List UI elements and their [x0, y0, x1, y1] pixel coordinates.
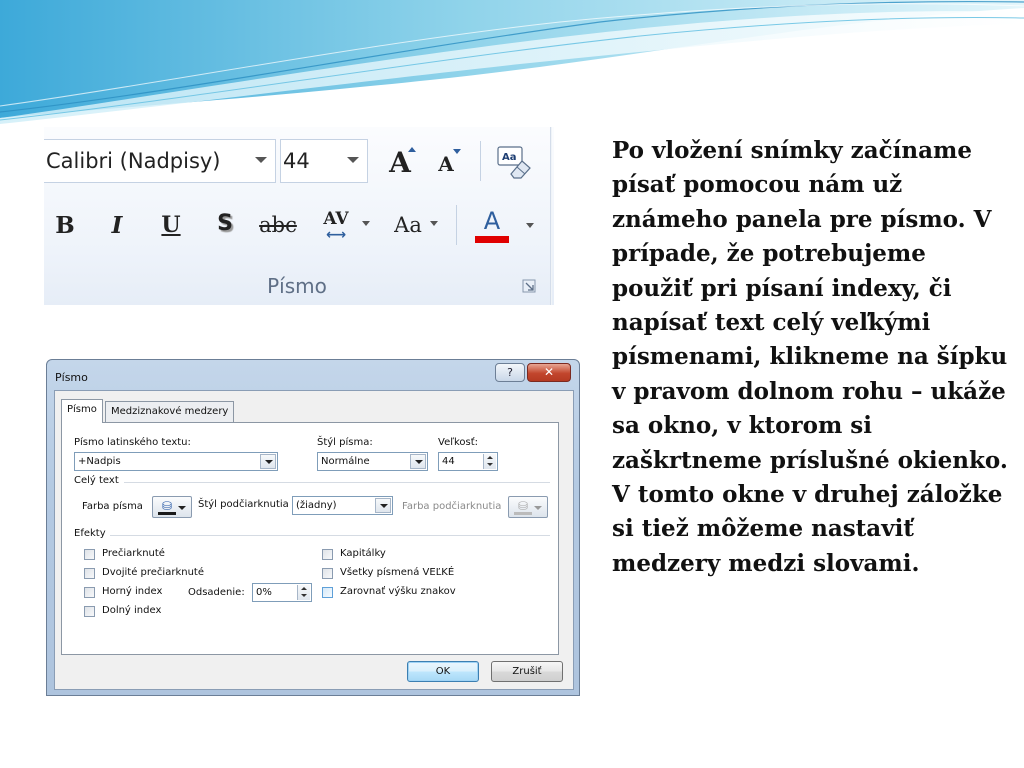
- slide-body-text: [612, 134, 1012, 581]
- italic-button[interactable]: [102, 207, 132, 243]
- strikethrough-button[interactable]: [256, 207, 300, 243]
- paint-bucket-icon: ⛁: [514, 499, 532, 515]
- ribbon-font-group: [44, 127, 554, 305]
- font-color-icon: A: [483, 207, 501, 235]
- ok-button[interactable]: OK: [407, 661, 479, 682]
- group-divider: [110, 535, 550, 536]
- dropdown-arrow-icon: [410, 454, 426, 469]
- dropdown-arrow-icon[interactable]: [526, 223, 534, 228]
- dialog-body: [54, 390, 574, 690]
- double-strikethrough-label: Dvojité prečiarknuté: [102, 567, 204, 578]
- close-button[interactable]: ✕: [527, 363, 571, 382]
- font-dialog: [46, 359, 580, 696]
- svg-text:Aa: Aa: [502, 152, 517, 163]
- small-caps-label: Kapitálky: [340, 548, 386, 559]
- underline-style-value: (žiadny): [296, 500, 337, 511]
- underline-style-label: Štýl podčiarknutia: [198, 499, 289, 510]
- subscript-checkbox[interactable]: [84, 606, 95, 617]
- offset-value: 0%: [256, 587, 272, 598]
- font-size-field-value: 44: [442, 456, 455, 467]
- character-spacing-button[interactable]: [312, 203, 360, 247]
- dialog-launcher-icon[interactable]: [522, 279, 536, 293]
- font-color-button[interactable]: [474, 205, 510, 245]
- font-color-swatch: [475, 236, 509, 243]
- spinner-arrows-icon: [297, 585, 310, 600]
- underline-icon: U: [161, 212, 181, 238]
- ribbon-divider: [456, 205, 457, 245]
- change-case-button[interactable]: [386, 207, 430, 243]
- spinner-arrows-icon: [483, 454, 496, 469]
- text-shadow-button[interactable]: [210, 205, 240, 241]
- font-size-combo[interactable]: [280, 139, 368, 183]
- clear-formatting-icon: [495, 144, 533, 180]
- help-button[interactable]: ?: [495, 363, 525, 382]
- ribbon-edge: [550, 127, 552, 305]
- font-size-label: Veľkosť:: [438, 437, 479, 448]
- body-paragraph-1: Po vložení snímky začíname písať pomocou nám už známeho panela pre písmo. V prípade, že potrebujeme použiť pri písaní indexy, či napísať text celý veľkými písmenami, klikneme na šípku v pravom dolnom rohu – ukáže sa okno, v ktorom si zaškrtneme príslušné okienko.: [612, 137, 1008, 474]
- cancel-button[interactable]: Zrušiť: [491, 661, 563, 682]
- shrink-font-icon: A: [438, 152, 454, 176]
- dropdown-arrow-icon: [178, 506, 186, 510]
- all-text-group-label: Celý text: [74, 475, 119, 486]
- underline-color-label: Farba podčiarknutia: [402, 501, 502, 512]
- italic-icon: I: [111, 211, 123, 239]
- strikethrough-checkbox[interactable]: [84, 549, 95, 560]
- font-size-spinner[interactable]: [438, 452, 498, 471]
- header-wave-decoration: [0, 0, 1024, 125]
- dropdown-arrow-icon: [255, 157, 267, 163]
- font-name-value: Calibri (Nadpisy): [46, 149, 221, 173]
- double-arrow-icon: ⟷: [325, 227, 347, 243]
- underline-style-combo[interactable]: [292, 496, 393, 515]
- latin-font-combo[interactable]: [74, 452, 278, 471]
- font-style-label: Štýl písma:: [317, 437, 373, 448]
- shadow-icon: S: [217, 210, 233, 236]
- clear-formatting-button[interactable]: [492, 141, 536, 183]
- body-paragraph-2: V tomto okne v druhej záložke si tiež môžeme nastaviť medzery medzi slovami.: [612, 481, 1003, 577]
- all-caps-label: Všetky písmená VEĽKÉ: [340, 567, 455, 578]
- grow-font-icon: A: [389, 145, 411, 179]
- bold-icon: B: [55, 211, 75, 239]
- underline-color-picker: [508, 496, 548, 518]
- font-color-label: Farba písma: [82, 501, 143, 512]
- shrink-font-button[interactable]: [426, 145, 466, 183]
- tab-panel-font: [61, 422, 559, 655]
- dropdown-arrow-icon: [375, 498, 391, 513]
- change-case-icon: Aa: [394, 213, 422, 237]
- dialog-title: Písmo: [55, 371, 88, 384]
- strikethrough-label: Prečiarknuté: [102, 548, 165, 559]
- offset-spinner[interactable]: [252, 583, 312, 602]
- tab-font[interactable]: Písmo: [61, 399, 103, 423]
- ribbon-group-label: Písmo: [267, 274, 327, 298]
- dropdown-arrow-icon: [347, 157, 359, 163]
- paint-bucket-icon: ⛁: [158, 499, 176, 515]
- dropdown-arrow-icon: [260, 454, 276, 469]
- effects-group-label: Efekty: [74, 528, 106, 539]
- superscript-label: Horný index: [102, 586, 163, 597]
- character-spacing-icon: AV: [323, 209, 349, 229]
- underline-button[interactable]: [156, 207, 186, 243]
- ribbon-divider: [480, 141, 481, 181]
- font-name-combo[interactable]: [44, 139, 276, 183]
- equalize-height-label: Zarovnať výšku znakov: [340, 586, 456, 597]
- latin-font-label: Písmo latinského textu:: [74, 437, 191, 448]
- latin-font-value: +Nadpis: [78, 456, 121, 467]
- font-size-value: 44: [283, 149, 310, 173]
- strikethrough-icon: abc: [259, 213, 297, 237]
- font-color-picker[interactable]: [152, 496, 192, 518]
- offset-label: Odsadenie:: [188, 587, 245, 598]
- grow-font-button[interactable]: [378, 141, 422, 183]
- dropdown-arrow-icon: [534, 506, 542, 510]
- superscript-checkbox[interactable]: [84, 587, 95, 598]
- bold-button[interactable]: [50, 207, 80, 243]
- font-style-combo[interactable]: [317, 452, 428, 471]
- double-strikethrough-checkbox[interactable]: [84, 568, 95, 579]
- group-divider: [124, 482, 550, 483]
- small-caps-checkbox[interactable]: [322, 549, 333, 560]
- tab-character-spacing[interactable]: Medziznakové medzery: [105, 401, 234, 422]
- subscript-label: Dolný index: [102, 605, 162, 616]
- font-style-value: Normálne: [321, 456, 370, 467]
- equalize-height-checkbox[interactable]: [322, 587, 333, 598]
- dropdown-arrow-icon[interactable]: [362, 221, 370, 226]
- dropdown-arrow-icon[interactable]: [430, 221, 438, 226]
- all-caps-checkbox[interactable]: [322, 568, 333, 579]
